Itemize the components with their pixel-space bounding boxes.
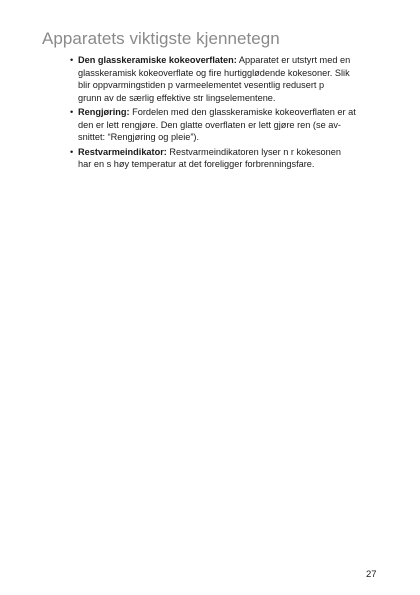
- feature-text: Fordelen med den glasskeramiske kokeoverflaten er at: [129, 107, 356, 117]
- page-title: Apparatets viktigste kjennetegn: [42, 29, 280, 48]
- feature-line: [78, 106, 392, 119]
- feature-line: grunn av de særlig effektive str lingselementene.: [78, 92, 276, 103]
- feature-term: Restvarmeindikator:: [78, 146, 167, 157]
- feature-line: blir oppvarmingstiden p varmeelementet vesentlig redusert p: [78, 80, 325, 90]
- feature-line: har en s høy temperatur at det foreligger forbrenningsfare.: [78, 159, 315, 169]
- feature-item-residual-heat: [70, 146, 392, 171]
- feature-line: snittet: “Rengjøring og pleie”).: [78, 132, 200, 142]
- feature-line: [78, 146, 392, 159]
- page-number: 27: [366, 569, 377, 580]
- feature-line: glasskeramisk kokeoverflate og fire hurtigglødende kokesoner. Slik: [78, 67, 350, 78]
- feature-line: [78, 54, 392, 67]
- bullet: •: [70, 146, 74, 157]
- feature-item-glass-ceramic: [70, 54, 392, 104]
- feature-term: Den glasskeramiske kokeoverflaten:: [78, 55, 237, 65]
- feature-line: den er lett rengjøre. Den glatte overflaten er lett gjøre ren (se av-: [78, 119, 341, 130]
- bullet: •: [70, 107, 74, 117]
- feature-term: Rengjøring:: [78, 107, 130, 117]
- feature-list: [70, 54, 392, 173]
- bullet: •: [70, 55, 74, 65]
- feature-item-cleaning: [70, 106, 392, 144]
- feature-text: Apparatet er utstyrt med en: [236, 55, 351, 65]
- feature-text: Restvarmeindikatoren lyser n r kokesonen: [166, 146, 341, 157]
